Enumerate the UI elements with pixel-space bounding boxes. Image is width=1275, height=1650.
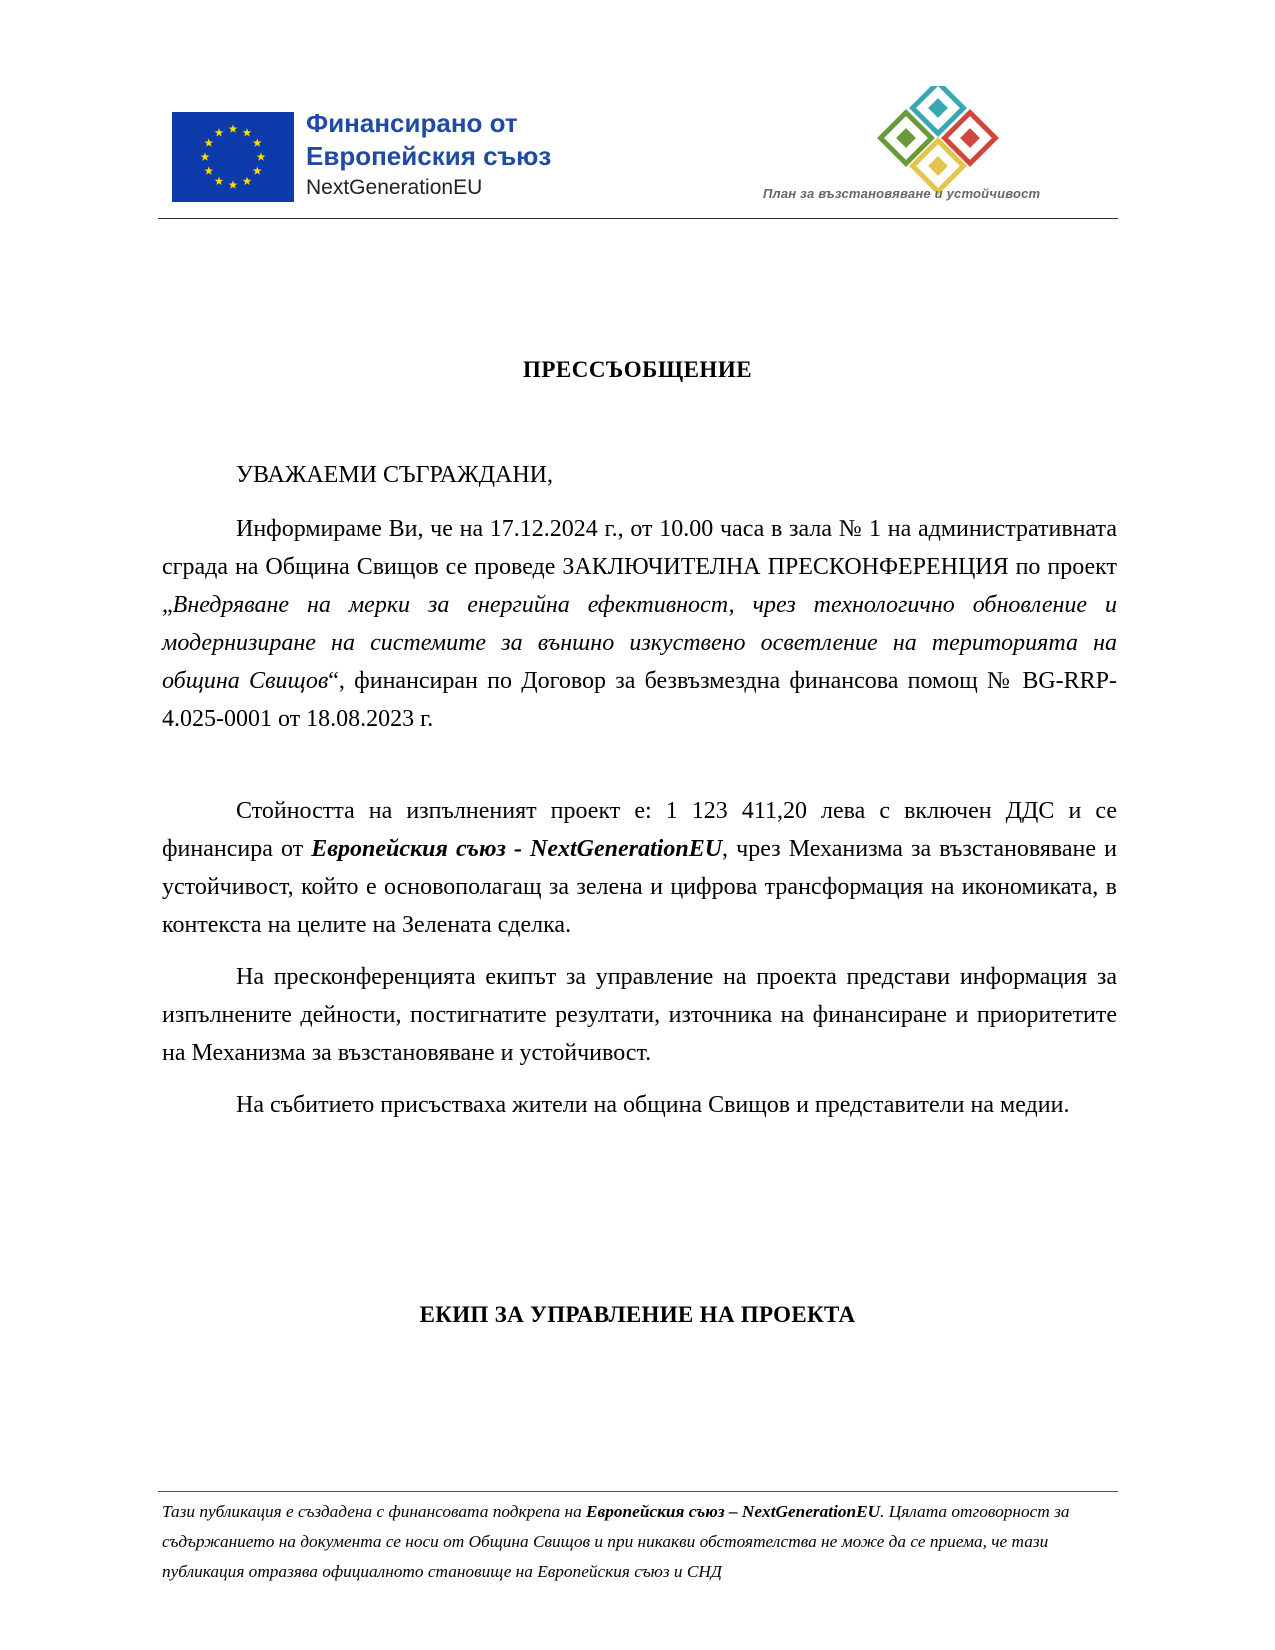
eu-star-icon <box>253 166 262 174</box>
eu-stars-icon <box>172 112 294 202</box>
paragraph-presentation: На пресконференцията екипът за управление на проекта представи информация за изпълнените дейности, постигнатите резултати, източника на финансиране и приоритетите на Механизма за възстановяване и устойчивост. <box>162 964 1117 1066</box>
paragraph-event-intro: Информираме Ви, че на 17.12.2024 г., от 10.00 часа в зала № 1 на административната сграда на Община Свищов се проведе ЗАКЛЮЧИТЕЛНА ПРЕСКОНФЕРЕНЦИЯ по проект „ <box>162 516 1117 618</box>
paragraph-event <box>162 510 1117 738</box>
eu-star-icon <box>253 138 262 146</box>
paragraph-value <box>162 792 1117 944</box>
eu-star-icon <box>257 152 266 160</box>
footer-divider <box>158 1491 1118 1492</box>
footer-funding-source: Европейския съюз – NextGenerationEU <box>586 1502 881 1521</box>
paragraph-attendees: На събитието присъстваха жители на община Свищов и представители на медии. <box>236 1092 1070 1118</box>
eu-funding-line2: Европейския съюз <box>306 141 552 171</box>
recovery-plan-pattern-icon <box>862 86 1012 196</box>
eu-star-icon <box>229 180 238 188</box>
funding-source: Европейския съюз - NextGenerationEU <box>311 836 723 862</box>
footer-rest: . Цялата отговорност за съдържанието на документа се носи от Община Свищов и при никакви обстоятелства не може да се приема, че тази публикация отразява официалното становище на Европейския съюз и СНД <box>162 1502 1070 1581</box>
signature-team: ЕКИП ЗА УПРАВЛЕНИЕ НА ПРОЕКТА <box>419 1302 856 1327</box>
eu-star-icon <box>215 177 224 185</box>
footer-intro: Тази публикация е създадена с финансовата подкрепа на <box>162 1502 587 1521</box>
eu-funding-line1: Финансирано от <box>306 108 518 138</box>
eu-star-icon <box>204 138 213 146</box>
header-divider <box>158 218 1118 219</box>
paragraph-value-intro: Стойността на изпълненият проект е: 1 123 411,20 лева с включен ДДС и се финансира от <box>162 798 1117 862</box>
eu-star-icon <box>201 152 210 160</box>
eu-star-icon <box>229 124 238 132</box>
eu-star-icon <box>215 128 224 136</box>
eu-flag-logo <box>172 112 294 202</box>
project-name: Внедряване на мерки за енергийна ефективност, чрез технологично обновление и модернизиране на системите за външно изкуствено осветление на територията на община Свищов <box>162 592 1117 694</box>
paragraph-value-rest: , чрез Механизма за възстановяване и устойчивост, който е основополагащ за зелена и цифрова трансформация на икономиката, в контекста на целите на Зелената сделка. <box>162 836 1117 938</box>
document-title: ПРЕССЪОБЩЕНИЕ <box>522 357 753 382</box>
eu-star-icon <box>243 177 252 185</box>
eu-funding-label <box>306 107 551 203</box>
recovery-plan-caption: План за възстановяване и устойчивост <box>763 186 1041 201</box>
eu-star-icon <box>243 128 252 136</box>
eu-funding-line3: NextGenerationEU <box>306 176 483 199</box>
eu-star-icon <box>204 166 213 174</box>
salutation: УВАЖАЕМИ СЪГРАЖДАНИ, <box>236 462 553 488</box>
footer-disclaimer <box>162 1497 1117 1587</box>
recovery-plan-logo <box>862 86 1012 201</box>
paragraph-event-contract: “, финансиран по Договор за безвъзмездна финансова помощ № BG-RRP-4.025-0001 от 18.08.2023 г. <box>162 668 1118 732</box>
